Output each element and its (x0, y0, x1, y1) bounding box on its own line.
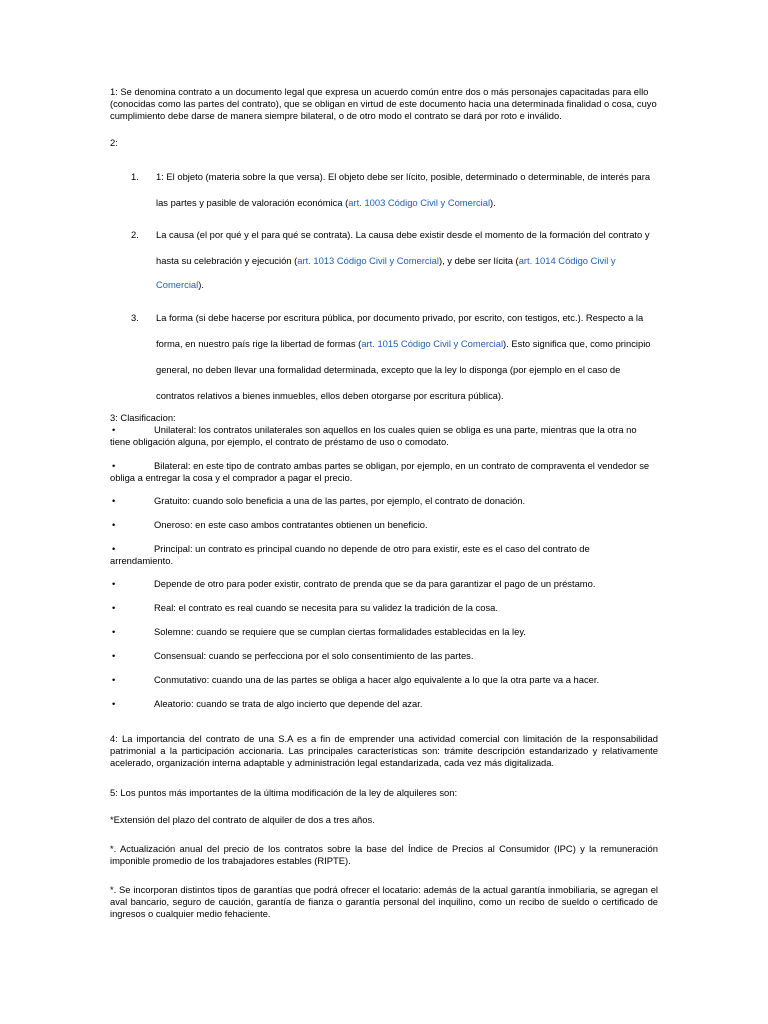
bullet-text: Bilateral: en este tipo de contrato ambas partes se obligan, por ejemplo, en un contrato de compraventa el vendedor se (154, 460, 650, 471)
bullet-text: Consensual: cuando se perfecciona por el solo consentimiento de las partes. (154, 650, 474, 661)
bullet-text: Real: el contrato es real cuando se necesita para su validez la tradición de la cosa. (154, 602, 498, 613)
list-number: 3. (131, 312, 139, 323)
bullet-icon: • (112, 495, 116, 506)
article-link[interactable]: art. 1013 Código Civil y Comercial (297, 255, 439, 266)
section-3-title (110, 412, 658, 424)
paragraph-5c-text: *. Se incorporan distintos tipos de garantías que podrá ofrecer el locatario: además de la actual garantía inmobiliaria, se agregan el aval bancario, seguro de caución, garantía de fianza o garantía personal del inquilino, como un recibo de sueldo o certificado de ingresos o cualquier medio fehaciente. (110, 884, 658, 919)
paragraph-5 (110, 787, 658, 799)
list-number: 1. (131, 171, 139, 182)
list-item (110, 626, 658, 638)
bullet-icon: • (112, 424, 116, 435)
bullet-icon: • (112, 626, 116, 637)
bullet-icon: • (112, 460, 116, 471)
bullet-continuation: arrendamiento. (110, 555, 174, 566)
list-item (110, 519, 658, 531)
article-link[interactable]: art. 1014 Código Civil y (518, 255, 616, 266)
paragraph-5c (110, 884, 658, 920)
bullet-icon: • (112, 578, 116, 589)
paragraph-5b-text: *. Actualización anual del precio de los contratos sobre la base del Índice de Precios al Consumidor (IPC) y la remuneración imponible promedio de los trabajadores estables (RIPTE). (110, 843, 658, 866)
bullet-text: Conmutativo: cuando una de las partes se obliga a hacer algo equivalente a lo que la otra parte va a hacer. (154, 674, 600, 685)
list-item-line: forma, en nuestro país rige la libertad de formas (art. 1015 Código Civil y Comercial). Esto significa que, como principio (156, 338, 651, 349)
bullet-continuation: tiene obligación alguna, por ejemplo, el contrato de préstamo de uso o comodato. (110, 436, 449, 447)
bullet-icon: • (112, 543, 116, 554)
paragraph-5a (110, 814, 658, 826)
list-item (110, 602, 658, 614)
bullet-text: Aleatorio: cuando se trata de algo incierto que depende del azar. (154, 698, 423, 709)
list-item-line: general, no deben llevar una formalidad determinada, excepto que la ley lo disponga (por ejemplo en el caso de (156, 364, 621, 375)
list-item-line: contratos relativos a bienes inmuebles, ellos deben otorgarse por escritura pública). (156, 390, 504, 401)
section-2-label: 2: (110, 137, 118, 148)
bullet-text: Oneroso: en este caso ambos contratantes obtienen un beneficio. (154, 519, 428, 530)
paragraph-2-label (110, 137, 658, 149)
bullet-text: Solemne: cuando se requiere que se cumplan ciertas formalidades establecidas en la ley. (154, 626, 526, 637)
bullet-icon: • (112, 698, 116, 709)
bullet-text: Depende de otro para poder existir, contrato de prenda que se da para garantizar el pago de un préstamo. (154, 578, 596, 589)
list-item (110, 650, 658, 662)
list-item (110, 698, 658, 710)
paragraph-5b (110, 843, 658, 867)
list-number: 2. (131, 229, 139, 240)
bullet-icon: • (112, 674, 116, 685)
bullet-icon: • (112, 519, 116, 530)
bullet-text: Principal: un contrato es principal cuando no depende de otro para existir, este es el caso del contrato de (154, 543, 590, 554)
list-item-line: La causa (el por qué y el para qué se contrata). La causa debe existir desde el momento de la formación del contrato y (156, 229, 650, 240)
article-link[interactable]: art. 1003 Código Civil y Comercial (348, 197, 491, 208)
bullet-icon: • (112, 602, 116, 613)
bullet-text: Unilateral: los contratos unilaterales son aquellos en los cuales quien se obliga es una parte, mientras que la otra no (154, 424, 637, 435)
classification-title: 3: Clasificacion: (110, 412, 176, 423)
bullet-icon: • (112, 650, 116, 661)
paragraph-5a-text: *Extensión del plazo del contrato de alquiler de dos a tres años. (110, 814, 375, 825)
list-item (110, 460, 658, 484)
paragraph-1 (110, 86, 658, 122)
paragraph-5-text: 5: Los puntos más importantes de la última modificación de la ley de alquileres son: (110, 787, 458, 798)
paragraph-4 (110, 733, 658, 769)
list-item (110, 495, 658, 507)
article-link[interactable]: art. 1015 Código Civil y Comercial (361, 338, 504, 349)
paragraph-1-text: 1: Se denomina contrato a un documento legal que expresa un acuerdo común entre dos o más personajes capacitadas para ello (conocidas como las partes del contrato), que se obligan en virtud de este documento hacia una determinada finalidad o cosa, cuyo cumplimiento debe darse de manera siempre bilateral, o de otro modo el contrato se dará por roto e inválido. (110, 86, 657, 121)
bullet-continuation: obliga a entregar la cosa y el comprador a pagar el precio. (110, 472, 353, 483)
list-item-line: 1: El objeto (materia sobre la que versa). El objeto debe ser lícito, posible, determinado o determinable, de interés para (156, 171, 651, 182)
list-item (110, 578, 658, 590)
list-item-line: las partes y pasible de valoración económica (art. 1003 Código Civil y Comercial). (156, 197, 496, 208)
paragraph-4-text: 4: La importancia del contrato de una S.A es a fin de emprender una actividad comercial con limitación de la responsabilidad patrimonial a la participación accionaria. Las principales características son: trámite descripción estandarizado y relativamente acelerado, organización interna adaptable y administración legal estandarizada, cada vez más digitalizada. (110, 733, 658, 768)
list-item-line: La forma (si debe hacerse por escritura pública, por documento privado, por escrito, con testigos, etc.). Respecto a la (156, 312, 644, 323)
bullet-text: Gratuito: cuando solo beneficia a una de las partes, por ejemplo, el contrato de donación. (154, 495, 526, 506)
list-item (110, 674, 658, 686)
list-item-line: Comercial). (156, 279, 204, 290)
list-item-line: hasta su celebración y ejecución (art. 1013 Código Civil y Comercial), y debe ser lícita (art. 1014 Código Civil y (156, 255, 616, 266)
article-link[interactable]: Comercial (156, 279, 199, 290)
list-item (110, 424, 658, 448)
list-item (110, 543, 658, 567)
